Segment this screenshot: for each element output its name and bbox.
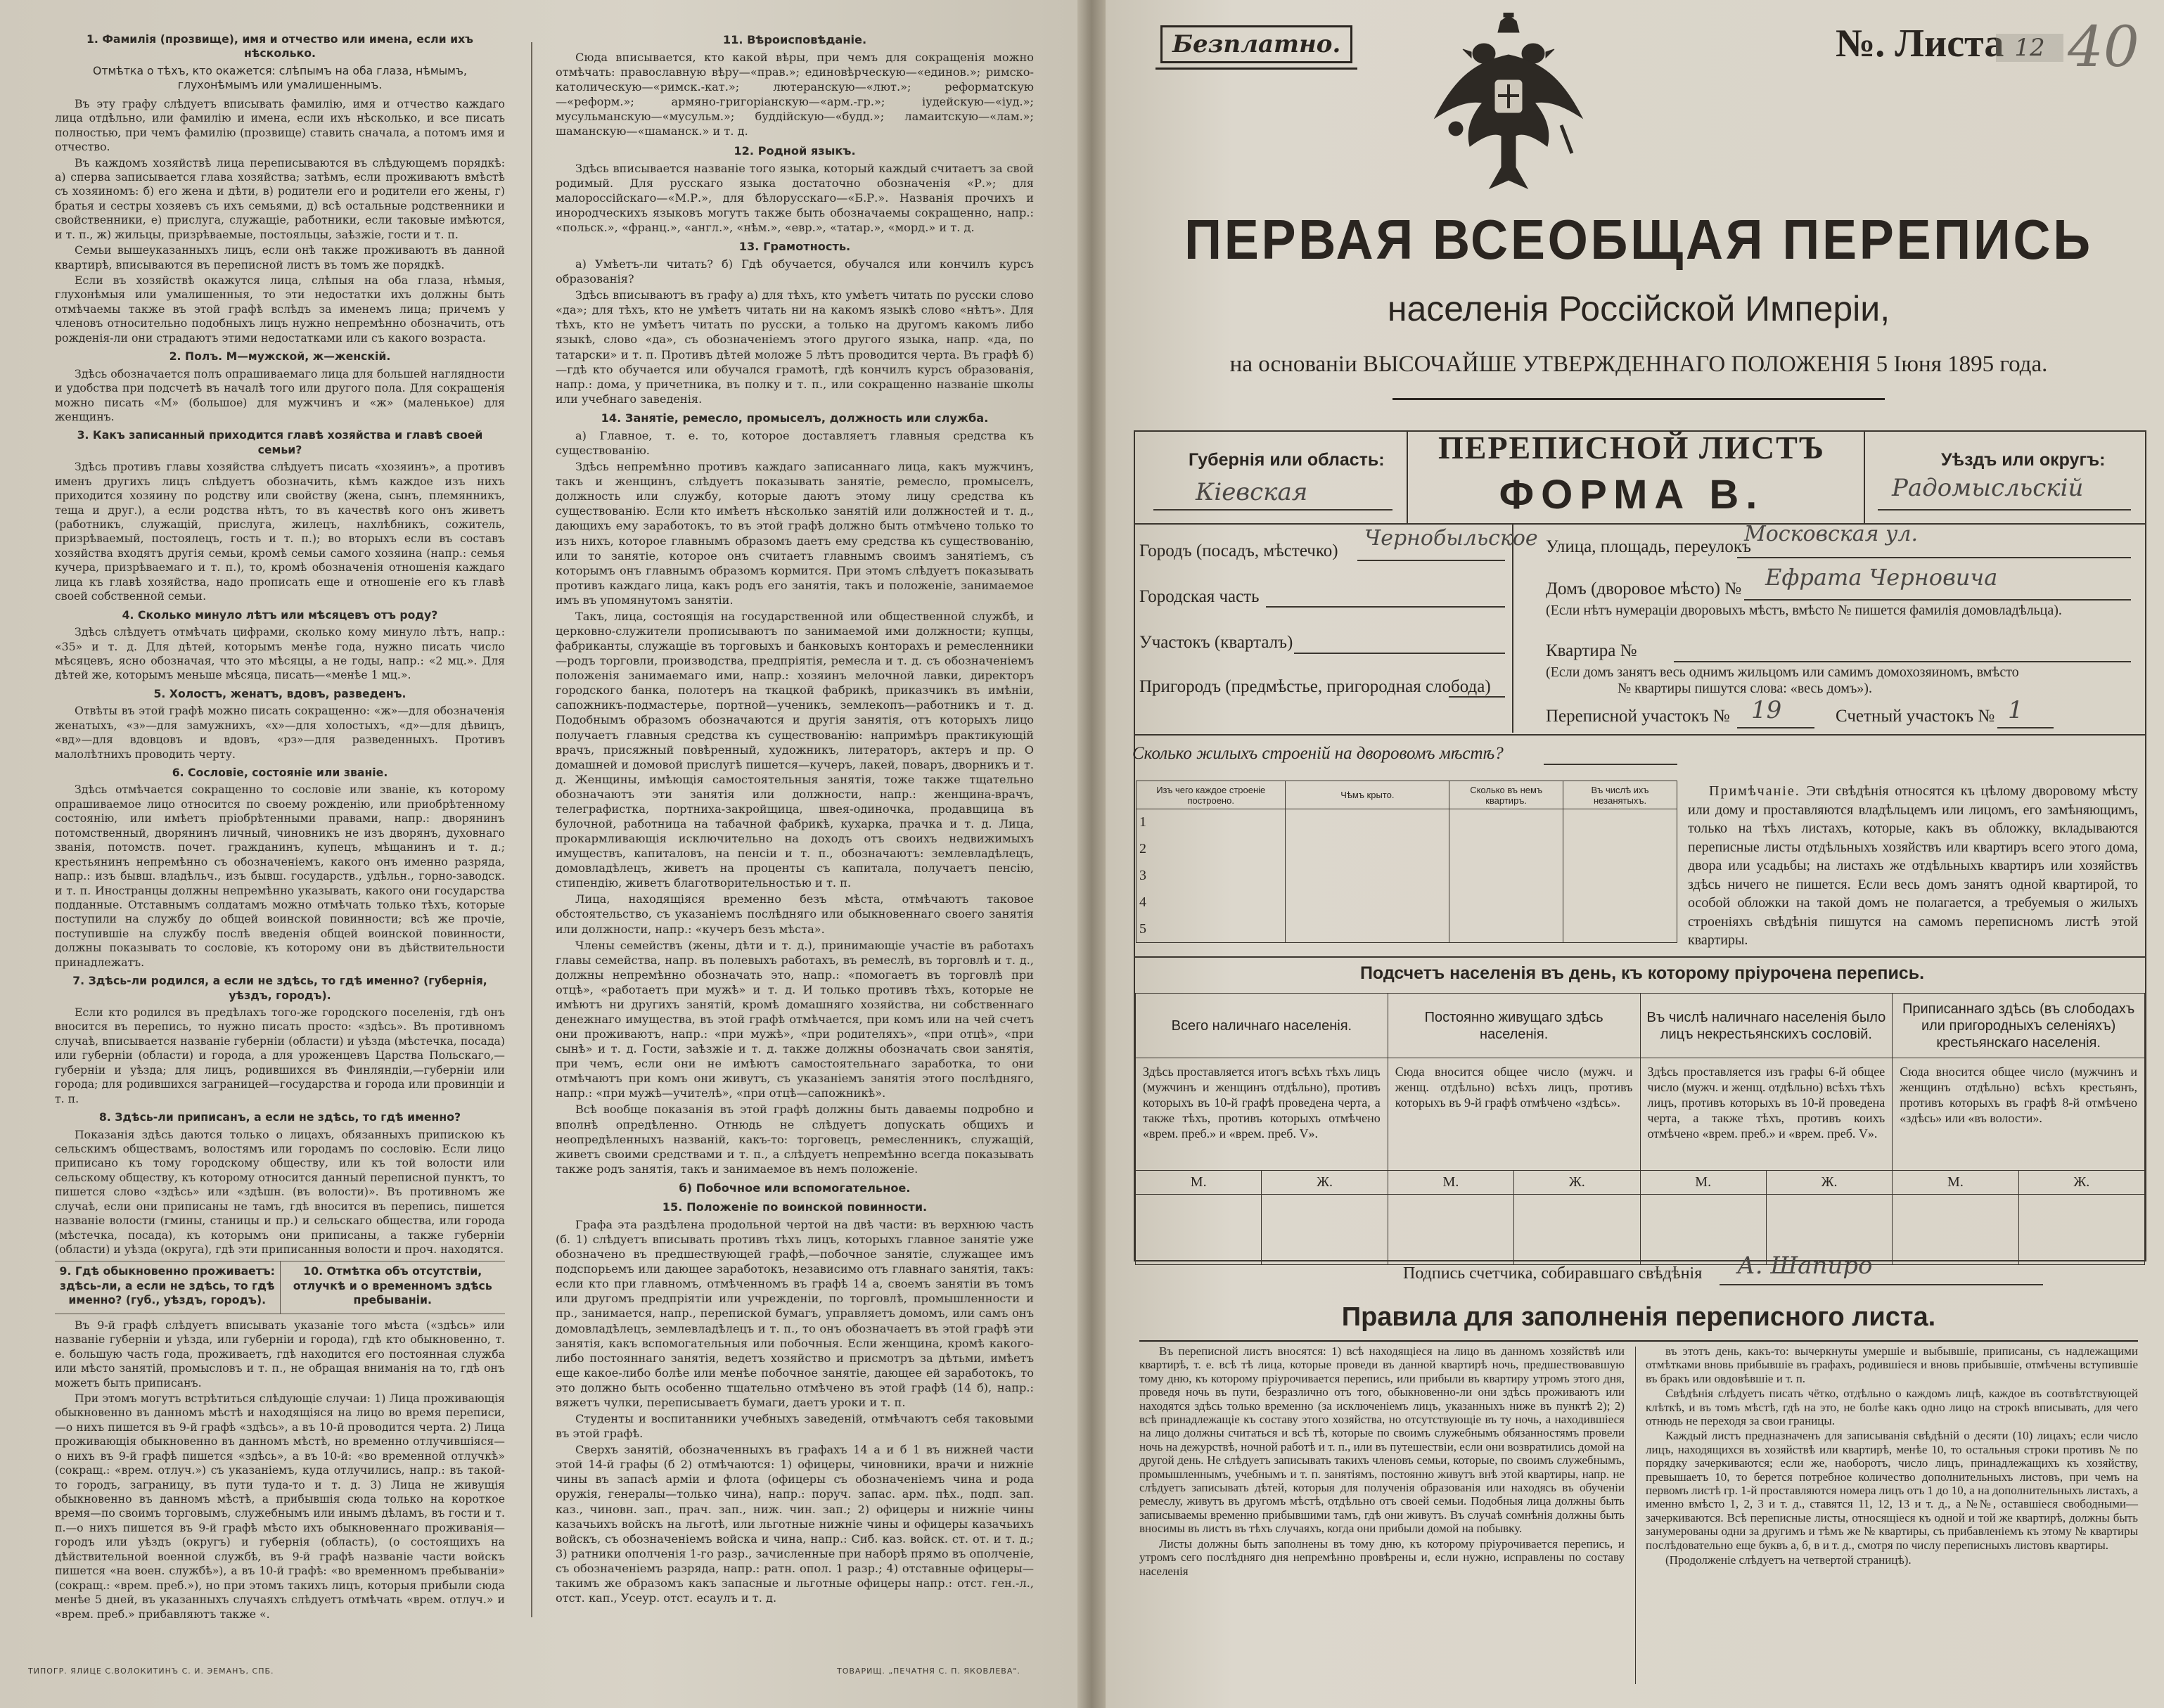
precinct-label: Участокъ (кварталъ) — [1139, 633, 1293, 652]
paragraph: Отвѣты въ этой графѣ можно писать сокращенно: «ж»—для обозначенія женатыхъ, «з»—для замужнихъ, «х»—для холостыхъ, «д»—для дѣвицъ, «вд»—для вдовцовъ и вдовъ, «рз»—для разведенныхъ. Противъ малолѣтнихъ проводить черту. — [55, 704, 505, 761]
printer-imprint-right: ТОВАРИЩ. „ПЕЧАТНЯ С. П. ЯКОВЛЕВА". — [837, 1667, 1020, 1676]
table-row — [1137, 836, 1677, 863]
buildings-question: Сколько жилыхъ строеній на дворовомъ мѣстѣ? — [1132, 744, 1504, 763]
district-label: Уѣздъ или округъ: — [1941, 450, 2106, 470]
town-value: Чернобыльское — [1364, 526, 1538, 551]
paragraph: Семьи вышеуказанныхъ лицъ, если онѣ также проживаютъ въ данной квартирѣ, вписываются въ переписной листъ въ томъ же порядкѣ. — [55, 243, 505, 271]
paragraph: Здѣсь отмѣчается сокращенно то сословіе или званіе, къ которому опрашиваемое лицо относится по своему рожденію, или приобрѣтенному состоянію, или имѣетъ пріобрѣтенными правами, напр.: дворянинъ потомственный, дворянинъ личный, чиновникъ не изъ дворянъ, духовнаго званія, потомств. почет. гражданинъ, купецъ, мѣщанинъ и т. д.; крестьянинъ непремѣнно съ обозначеніемъ, какого онъ именно разряда, напр.: изъ бывш. владѣльч., изъ бывш. государств., удѣльн., горно-заводск. и т. п. Иностранцы должны непремѣнно указывать, какого они государства подданные. Отставнымъ солдатамъ можно отмѣчать только тѣхъ, которые поступили на службу до общей воинской повинности; всѣ же прочіе, поступившіе на службу послѣ введенія общей воинской повинности, должны показывать то сословіе, къ которому они въ дѣйствительности принадлежатъ. — [55, 783, 505, 969]
street-value: Московская ул. — [1744, 522, 1919, 546]
title-rule — [1392, 398, 1885, 400]
yard-note — [1688, 782, 2138, 950]
enumerator-signature-label: Подпись счетчика, собиравшаго свѣдѣнія — [1403, 1264, 1703, 1283]
count-col-peasant: Приписаннаго здѣсь (въ слободахъ или пригородныхъ селеніяхъ) крестьянскаго населенія. — [1893, 994, 2145, 1058]
province-line — [1153, 509, 1392, 511]
count-col-present: Всего наличнаго населенія. — [1136, 994, 1388, 1058]
sheet-number-label: №. Листа — [1836, 22, 2004, 65]
apartment-label: Квартира № — [1546, 641, 1637, 660]
section-heading: 4. Сколько минуло лѣтъ или мѣсяцевъ отъ роду? — [122, 608, 438, 622]
count-district-line — [1997, 727, 2054, 728]
section-heading: 2. Полъ. М—мужской, ж—женскій. — [169, 349, 391, 364]
census-title: ПЕРВАЯ ВСЕОБЩАЯ ПЕРЕПИСЬ — [1184, 208, 2093, 271]
paragraph: Сверхъ занятій, обозначенныхъ въ графахъ 14 а и б 1 въ нижней части этой 14-й графы (б 2) отмѣчаются: 1) офицеры, чиновники, врачи и нижніе чины въ запасѣ арміи и флота (офицеры съ обозначеніемъ чина и рода оружія, генералы—только чина), напр.: поруч. запас. арм. пѣх., подп. зап. каз., чиновн. зап., прач. зап., ниж. чин. зап.; 2) офицеры и нижніе чины казачьихъ войскъ на льготѣ, или льготные нижніе чины и офицеры казачьихъ войскъ, съ обозначеніемъ войска и чина, напр.: Сиб. каз. войск. ст. от. и т. д.; 3) ратники ополченія 1-го разр., зачисленные при наборѣ прямо въ ополченіе, съ обозначеніемъ разряда, напр.: ратн. опол. 1 разр.; 4) отставные офицеры—такимъ же образомъ какъ запасные и льготные офицеры напр.: отст. ген.-л., отст. кап., Усеур. отст. есаулъ и т. д. — [556, 1443, 1034, 1605]
paragraph: Показанія здѣсь даются только о лицахъ, обязанныхъ припискою къ сельскимъ обществамъ, волостямъ или городамъ по сословію. Если лицо приписано къ тому городскому обществу, или къ той волости или сельскому обществу, къ которому относится данный переписной пунктъ, то пишется слово «здѣсь» или «здѣшн. (въ волости)». Въ противномъ же случаѣ, если они приписаны не тамъ, гдѣ вносится въ перепись, пишется названіе волости (гмины, станицы и пр.) и сельскаго общества, или города (мѣстечка, посада), къ которымъ они приписаны, а также губерніи (области) и уѣзда (округа), гдѣ эти приписанныя волости и проч. находятся. — [55, 1127, 505, 1256]
paragraph: Если въ хозяйствѣ окажутся лица, слѣпыя на оба глаза, нѣмыя, глухонѣмыя или умалишенныя, то эти недостатки ихъ должны быть отмѣчаемы также въ этой графѣ вслѣдъ за именемъ лица; причемъ у членовъ относительно подобныхъ лицъ нужно непремѣнно обозначить, отъ рожденія-ли они страдаютъ этими недостатками или съ какого возраста. — [55, 274, 505, 345]
paragraph: Такъ, лица, состоящія на государственной или общественной службѣ, и церковно-служители прописываютъ по занимаемой ими должности; купцы, фабриканты, служащіе въ торговыхъ и банковыхъ конторахъ и ремесленники—родъ торговли, производства, предпріятія, ремесла и т. д. съ обозначеніемъ положенія занимаемаго ими, напр.: хозяинъ мелочной лавки, директоръ городского банка, полотеръ на ткацкой фабрикѣ, приказчикъ въ имѣніи, сапожникъ-подмастерье, портной—ученикъ, землекопъ—работникъ и т. д. Подобнымъ образомъ обозначаются и другія занятія, отъ которыхъ лицо получаетъ главныя средства къ существованію: напримѣръ практикующій врачъ, присяжный повѣренный, художникъ, литераторъ, актеръ и пр. О домашней и домовой прислугѣ пишется—кучеръ, лакей, поваръ, дворникъ и т. д. Женщины, имѣющія самостоятельныя занятія, тоже также тщательно обозначаютъ эти занятія или должности, напр.: женщина-врачъ, телеграфистка, портниха-закройщица, швея-одиночка, продавщица въ булочной, работница на табачной фабрикѣ, кухарка, прачка и т. д. Лица, прокармливающія исключительно на доходъ отъ своихъ недвижимыхъ имуществъ, капиталовъ, на пенсіи и т. п., обозначаютъ: землевладѣлецъ, домовладѣлецъ, живетъ на проценты съ капитала, получаетъ пенсію, стипендію, живетъ благотворительностью и т. п. — [556, 609, 1034, 890]
town-part-line — [1266, 606, 1505, 608]
row-number: 3 — [1137, 863, 1286, 890]
paragraph: Графа эта раздѣлена продольной чертой на двѣ части: въ верхнюю часть (б. 1) слѣдуетъ вписывать противъ тѣхъ лицъ, которыхъ главное занятіе уже обозначено въ предшествующей графѣ,—побочное занятіе, служащее имъ подспорьемъ или дающее заработокъ, независимо отъ главнаго занятія, такъ: если кто при главномъ, отмѣченномъ въ графѣ 14 а, своемъ занятіи въ томъ или другомъ предпріятіи или учрежденіи, по торговлѣ, промышленности и пр., занимается, напр., перепиской бумагъ, управляетъ домомъ, или самъ онъ домовладѣлецъ, землевладѣлецъ и т. п., то онъ обозначаетъ въ этой графѣ эти занятія, какъ вспомогательныя или побочныя. Если женщина, кромѣ какого-либо постояннаго занятія, ведетъ хозяйство и присмотръ за дѣтьми, имѣетъ еще какое-либо болѣе или менѣе побочное занятіе, дающее ей заработокъ, то это должно быть особенно тщательно отмѣчено въ этой графѣ (14 б), напр.: вяжетъ чулки, переписываетъ бумаги, даетъ уроки и т. п. — [556, 1218, 1034, 1409]
legal-basis: на основаніи ВЫСОЧАЙШЕ УТВЕРЖДЕННАГО ПОЛОЖЕНІЯ 5 Іюня 1895 года. — [1229, 352, 2048, 377]
suburb-line — [1449, 696, 1505, 698]
double-headed-eagle-emblem-icon — [1428, 13, 1589, 203]
district-value: Радомысльскій — [1892, 474, 2084, 502]
table-row — [1137, 916, 1677, 943]
female-header: Ж. — [1766, 1171, 1892, 1195]
section-heading: 10. Отмѣтка объ отсутствіи, отлучкѣ и о временномъ здѣсь пребываніи. — [293, 1264, 492, 1307]
rules-divider — [1635, 1347, 1636, 1684]
count-district-value: 1 — [2008, 696, 2023, 724]
population-count-table — [1135, 993, 2145, 1265]
paragraph: Сюда вписывается, кто какой вѣры, при чемъ для сокращенія можно отмѣчать: православную вѣру—«прав.»; единовѣрческую—«единов.»; римско-католическую—«римск.-кат.»; лютеранскую—«лют.»; реформатскую—«реформ.»; армяно-григоріанскую—«арм.-гр.»; іудейскую—«іуд.»; мусульманскую—«мусульм.»; буддійскую—«будд.»; ламаитскую—«лам.»; шаманскую—«шаманск.» и т. д. — [556, 51, 1034, 139]
row-number: 1 — [1137, 809, 1286, 836]
rules-column-2 — [1646, 1344, 2138, 1569]
archival-page-number: 40 — [2068, 14, 2139, 79]
yard-buildings-table — [1136, 781, 1677, 943]
male-header: М. — [1388, 1171, 1513, 1195]
rule-paragraph: Свѣдѣнія слѣдуетъ писать чётко, отдѣльно о каждомъ лицѣ, каждое въ соотвѣтствующей клѣткѣ, и въ томъ мѣстѣ, гдѣ на это, не болѣе какъ одно лицо на строкѣ вписывать, для чего отнюдь не переходя за свои границы. — [1646, 1387, 2138, 1428]
count-desc-present: Здѣсь проставляется итогъ всѣхъ тѣхъ лицъ (мужчинъ и женщинъ отдѣльно), противъ которыхъ въ 10-й графѣ проведена черта, а также тѣхъ, противъ которыхъ отмѣчено «врем. преб.» и «врем. преб. V». — [1136, 1058, 1388, 1171]
paragraph: Члены семействъ (жены, дѣти и т. д.), принимающіе участіе въ работахъ главы семейства, напр. въ полевыхъ работахъ, въ ремеслѣ, въ торговлѣ и т. д., должны непремѣнно обозначать это, напр.: «помогаетъ въ торговлѣ при отцѣ», «работаетъ при мужѣ» и т. д. И только противъ тѣхъ, которые не имѣютъ ни другихъ занятій, кромѣ домашняго хозяйства, ни собственнаго денежнаго имущества, въ этой графѣ отмѣчается, при комъ или на чей счетъ они проживаютъ, напр.: «при мужѣ», «при родителяхъ», «при отцѣ», «при сынѣ» и т. д. Гости, заѣзжіе и т. д. также должны обозначать свои занятія, при чемъ, если они не имѣютъ самостоятельнаго заработка, то они отмѣчаютъ при комъ они живутъ, съ указаніемъ занятія этого послѣдняго, напр.: «при мужѣ—учителѣ», «при отцѣ—сапожникѣ». — [556, 938, 1034, 1100]
yard-col-material: Изъ чего каждое строеніе построено. — [1137, 781, 1286, 809]
sheet-title: ПЕРЕПИСНОЙ ЛИСТЪ — [1438, 430, 1826, 465]
count-desc-peasant: Сюда вносится общее число (мужчинъ и женщинъ отдѣльно) всѣхъ крестьянъ, противъ которыхъ въ графѣ 8-й отмѣчено «здѣсь» или «въ волости». — [1893, 1058, 2145, 1171]
rules-column-1 — [1139, 1344, 1625, 1579]
section-heading: 11. Вѣроисповѣданіе. — [722, 33, 867, 46]
district-line — [1878, 509, 2131, 511]
province-label: Губернія или область: — [1189, 450, 1385, 470]
house-note: (Если нѣтъ нумераціи дворовыхъ мѣстъ, вмѣсто № пишется фамилія домовладѣльца). — [1546, 603, 2062, 618]
residence-absence-table — [55, 1261, 505, 1314]
header-bottom-rule — [1135, 523, 2145, 525]
section-heading: 12. Родной языкъ. — [734, 143, 856, 158]
printer-imprint-left: ТИПОГР. ЯЛИЦЕ С.ВОЛОКИТИНЪ С. И. ЭЕМАНЪ, СПБ. — [28, 1667, 274, 1676]
paragraph: а) Главное, т. е. то, которое доставляетъ главныя средства къ существованію. — [556, 428, 1034, 458]
paragraph: Здѣсь обозначается полъ опрашиваемаго лица для большей наглядности и удобства при подсчетѣ въ началѣ того или другого пола. Для сокращенія можно писать «М» (большое) для мужчинъ и «ж» (маленькое) для женщинъ. — [55, 366, 505, 423]
rule-paragraph: въ этотъ день, какъ-то: вычеркнуты умершіе и выбывшіе, приписаны, съ надлежащими отмѣтками вновь прибывшіе въ графахъ, родившіеся и вновь прибывшіе, отмѣчены вступившіе въ бракъ или овдовѣвшіе и т. п. — [1646, 1344, 2138, 1385]
rules-rule — [1139, 1340, 2138, 1342]
section-heading: 13. Грамотность. — [738, 240, 851, 254]
house-value: Ефрата Черновича — [1765, 564, 1998, 591]
row-number: 4 — [1137, 890, 1286, 916]
section-heading: 3. Какъ записанный приходится главѣ хозяйства и главѣ своей семьи? — [77, 428, 483, 456]
table-row — [1137, 809, 1677, 836]
male-header: М. — [1893, 1171, 2018, 1195]
column-divider — [531, 42, 532, 1617]
town-label: Городъ (посадъ, мѣстечко) — [1139, 541, 1338, 560]
house-label: Домъ (дворовое мѣсто) № — [1546, 579, 1742, 598]
rule-paragraph: (Продолженіе слѣдуетъ на четвертой страницѣ). — [1665, 1553, 1912, 1567]
count-desc-resident: Сюда вносится общее число (мужч. и женщ. отдѣльно) всѣхъ лицъ, противъ которыхъ въ 9-й графѣ отмѣчено «здѣсь». — [1388, 1058, 1640, 1171]
count-title: Подсчетъ населенія въ день, къ которому пріурочена перепись. — [1359, 963, 1925, 983]
census-district-label: Переписной участокъ № — [1546, 707, 1730, 726]
paragraph: Здѣсь непремѣнно противъ каждаго записаннаго лица, какъ мужчинъ, такъ и женщинъ, слѣдуетъ показывать занятіе, ремесло, промыселъ, должность или службу, которые даютъ этому лицу средства къ существованію. Если кто имѣетъ нѣсколько занятій или должностей и т. д., дающихъ ему заработокъ, то въ этой графѣ должно быть отмѣчено только то изъ нихъ, которое главнымъ образомъ даетъ ему средства къ существованію, или то занятіе, которое онъ считаетъ главнымъ своимъ занятіемъ, съ которымъ онъ главнымъ образомъ кормится. При этомъ слѣдуетъ показывать противъ каждаго лица, какъ родъ его занятія, такъ и положеніе, занимаемое имъ въ упомянутомъ занятіи. — [556, 460, 1034, 607]
header-divider-left — [1407, 432, 1408, 523]
house-line — [1744, 599, 2131, 601]
rule-paragraph: Въ переписной листъ вносятся: 1) всѣ находящіеся на лицо въ данномъ хозяйствѣ или квартирѣ, т. е. всѣ тѣ лица, которые проведи въ данной квартирѣ ночь, предшествовавшую тому дню, къ которому пріурочивается перепись, или прибыли въ квартиру утромъ этого дня, проведя ночь въ пути, безразлично отъ того, обыкновенно-ли они здѣсь проживаютъ или находятся здѣсь только временно (за исключеніемъ лицъ, указанныхъ ниже въ пунктѣ 2); 2) всѣ принадлежащіе къ составу этого хозяйства, но отсутствующіе въ ту ночь, а находившіеся на лицо должны считаться и всѣ тѣ, которые по своимъ служебнымъ обязанностямъ провели ночь на дежурствѣ, ночной работѣ и т. п., или въ путешествіи, если они возвратились домой на другой день. Не слѣдуетъ записывать такихъ членовъ семьи, которые, по своимъ служебнымъ, промышленнымъ, учебнымъ и т. п. занятіямъ, постоянно живутъ внѣ этой квартиры, напр. не слѣдуетъ записывать дѣтей, которыя для полученія образованія или находясь въ обученіи ремеслу, живутъ въ другомъ мѣстѣ, отдѣльно отъ своей семьи. Подобныя лица должны быть записываемы временно прибывшими тамъ, гдѣ они живутъ. Въ случаѣ сомнѣнія должны быть вносимы въ листъ въ тѣхъ случаяхъ, когда они прибыли домой на побывку. — [1139, 1344, 1625, 1536]
rule-paragraph: Листы должны быть заполнены въ тому дню, къ которому пріурочивается перепись, и утромъ сего послѣдняго дня непремѣнно провѣрены и, если нужно, исправлены по составу населенія — [1139, 1536, 1625, 1578]
paragraph: Здѣсь противъ главы хозяйства слѣдуетъ писать «хозяинъ», а противъ именъ другихъ лицъ слѣдуетъ обозначить, кѣмъ каждое изъ нихъ приходится хозяину по родству или свойству (жена, сынъ, племянникъ, теща и друг.), а если родства нѣтъ, то въ качествѣ кого онъ живетъ (работникъ, служащій, прислуга, жилецъ, нахлѣбникъ, сожитель, призрѣваемый, постоялецъ, гость и т. п.); во вторыхъ если въ составъ хозяйства входятъ другія семьи, кромѣ семьи самого хозяина (напр.: семья кучера, призрѣваемаго и т. п.), то, кромѣ обозначенія отношенія каждаго лица къ главѣ хозяйства, надо прописать еще и отношеніе его къ главѣ своей собственной семьи. — [55, 460, 505, 603]
paragraph: Въ эту графу слѣдуетъ вписывать фамилію, имя и отчество каждаго лица отдѣльно, или фамилію и имена, если ихъ нѣсколько, и все писать полностью, при чемъ фамилію (прозвище) ставить сначала, а потомъ имя и отчество. — [55, 96, 505, 154]
table-row — [1137, 863, 1677, 890]
instructions-column-1 — [55, 28, 505, 1623]
yard-col-roof: Чѣмъ крыто. — [1286, 781, 1449, 809]
census-subtitle: населенія Россійской Имперіи, — [1387, 289, 1890, 328]
paragraph: Въ 9-й графѣ слѣдуетъ вписывать указаніе того мѣста («здѣсь» или названіе губерніи и уѣзда, или губерніи и города), гдѣ кто обыкновенно, т. е. большую часть года, проживаетъ, гдѣ находится его постоянная служба или мѣсто занятій, промысловъ и т. п., не обращая вниманія на то, гдѣ онъ можетъ быть приписанъ. — [55, 1318, 505, 1389]
paragraph: а) Умѣетъ-ли читать? б) Гдѣ обучается, обучался или кончилъ курсъ образованія? — [556, 257, 1034, 286]
precinct-line — [1294, 653, 1505, 654]
rule-paragraph: Каждый листъ предназначенъ для записыванія свѣдѣній о десяти (10) лицахъ; если число лицъ, находящихся въ хозяйствѣ или квартирѣ, менѣе 10, то остальныя строки противъ № по порядку зачеркиваются; если же, наоборотъ, число лицъ, принадлежащихъ къ хозяйству, превышаетъ 10, то берется потребное количество дополнительныхъ листовъ, при чемъ на первомъ листѣ гр. 1-й проставляются номера лицъ отъ 1 до 10, а на дополнительныхъ листахъ, а именно вмѣсто 1, 2, 3 и т. д., ставятся 11, 12, 13 и т. д., а №№, оставшіеся свободными—зачеркиваются. Всѣ переписные листы, относящіеся къ одной и той же квартирѣ, должны быть занумерованы одни за другимъ и тѣмъ же № квартиры, съ прибавленіемъ къ этому № квартиры послѣдовательно еще буквъ а, б, в и т. д., смотря по числу переписныхъ листовъ квартиры. — [1646, 1429, 2138, 1552]
paragraph: Здѣсь слѣдуетъ отмѣчать цифрами, сколько кому минуло лѣтъ, напр.: «35» и т. д. Для дѣтей, которымъ менѣе года, нужно писать число мѣсяцевъ, ясно обозначая, что это мѣсяцы, а не годы, напр.: «2 мц.». Для дѣтей же, которымъ меньше мѣсяца, писать—«менѣе 1 мц.». — [55, 625, 505, 682]
census-district-value: 19 — [1751, 696, 1782, 724]
section-heading: 15. Положеніе по воинской повинности. — [662, 1200, 928, 1214]
row-number: 5 — [1137, 916, 1286, 943]
paragraph: Если кто родился въ предѣлахъ того-же городского поселенія, гдѣ онъ вносится въ перепись, то нужно писать просто: «здѣсь». Въ противномъ случаѣ, вписывается названіе губерніи (области) и уѣзда (мѣстечка, посада) или губерніи (области) и города, а для уроженцевъ Царства Польскаго,—губерніи и уѣзда; для лицъ, родившихся въ Финляндіи,—губерніи или города; для родившихся заграницей—государства и города или провинціи и т. п. — [55, 1006, 505, 1105]
male-header: М. — [1136, 1171, 1262, 1195]
table-row — [1137, 890, 1677, 916]
section-heading: б) Побочное или вспомогательное. — [679, 1181, 911, 1195]
header-divider-right — [1864, 432, 1865, 523]
female-header: Ж. — [1514, 1171, 1640, 1195]
section-heading: 14. Занятіе, ремесло, промыселъ, должность или служба. — [601, 411, 989, 425]
paragraph: Студенты и воспитанники учебныхъ заведеній, отмѣчаютъ себя таковыми въ этой графѣ. — [556, 1412, 1034, 1441]
paragraph: Всѣ вообще показанія въ этой графѣ должны быть даваемы подробно и вполнѣ опредѣленно. Отнюдь не слѣдуетъ допускать общихъ и неопредѣленныхъ названій, какъ-то: торговецъ, ремесленникъ, служащій, живетъ своими средствами и т. п., а слѣдуетъ непремѣнно всегда показывать также родъ занятія, такъ и занимаемое въ немъ положеніе. — [556, 1103, 1034, 1176]
section-heading: 1. Фамилія (прозвище), имя и отчество или имена, если ихъ нѣсколько. — [87, 32, 473, 60]
paragraph: Здѣсь вписываютъ въ графу а) для тѣхъ, кто умѣетъ читать по русски слово «да»; для тѣхъ, кто не умѣетъ читать ни на какомъ языкѣ слово «нѣтъ». Для тѣхъ, кто не умѣетъ читать по русски, а только на другомъ какомъ либо языкѣ, слово «да», съ обозначеніемъ этого другого языка, напр. «да, по татарски» и т. п. Противъ дѣтей моложе 5 лѣтъ проводится черта. Въ графѣ б)—гдѣ кто обучается или обучался грамотѣ, гдѣ кончилъ курсъ образованія, напр.: дома, у причетника, въ полку и т. п., или сокращенно названіе школы или учебнаго заведенія. — [556, 288, 1034, 406]
form-name: ФОРМА В. — [1499, 472, 1765, 518]
binding-gutter — [1077, 0, 1106, 1708]
yard-col-apartments: Сколько въ немъ квартиръ. — [1449, 781, 1563, 809]
section-heading: 7. Здѣсь-ли родился, а если не здѣсь, то гдѣ именно? (губернія, уѣздъ, городъ). — [72, 974, 487, 1002]
female-header: Ж. — [1262, 1171, 1388, 1195]
signature-line — [1720, 1284, 2043, 1285]
street-line — [1737, 557, 2131, 558]
count-desc-non-peasant: Здѣсь проставляется изъ графы 6-й общее число (мужч. и женщ. отдѣльно) всѣхъ тѣхъ лицъ, противъ которыхъ въ 10-й проведена черта, а также тѣхъ, противъ коихъ отмѣчено «врем. преб.» и «врем. преб. V». — [1640, 1058, 1893, 1171]
address-divider — [1512, 525, 1513, 733]
province-value: Кіевская — [1196, 478, 1308, 506]
rules-title: Правила для заполненія переписного листа. — [1341, 1302, 1936, 1332]
section-heading: 9. Гдѣ обыкновенно проживаетъ: здѣсь-ли, а если не здѣсь, то гдѣ именно? (губ., уѣздъ, городъ). — [59, 1264, 275, 1307]
count-col-resident: Постоянно живущаго здѣсь населенія. — [1388, 994, 1640, 1058]
address-bottom-rule — [1135, 734, 2145, 736]
apartment-note-1: (Если домъ занятъ весь однимъ жильцомъ или самимъ домохозяиномъ, вмѣсто — [1546, 664, 2019, 680]
suburb-label: Пригородъ (предмѣстье, пригородная слобода) — [1139, 677, 1491, 696]
left-page-instructions — [0, 0, 1077, 1708]
count-top-rule — [1135, 956, 2145, 958]
free-of-charge-label: Безплатно. — [1160, 25, 1352, 63]
section-heading: 6. Сословіе, состояніе или званіе. — [172, 766, 388, 779]
male-header: М. — [1640, 1171, 1766, 1195]
buildings-line — [1544, 764, 1677, 765]
yard-col-vacant: Въ числѣ ихъ незанятыхъ. — [1563, 781, 1677, 809]
section-subheading: Отмѣтка о тѣхъ, кто окажется: слѣпымъ на оба глаза, нѣмымъ, глухонѣмымъ или умалишеннымъ. — [92, 63, 468, 92]
instructions-column-2 — [556, 28, 1034, 1607]
street-label: Улица, площадь, переулокъ — [1546, 537, 1751, 556]
enumerator-signature: А. Шапиро — [1737, 1252, 1873, 1280]
apartment-line — [1674, 661, 2131, 662]
count-district-label: Счетный участокъ № — [1836, 707, 1995, 726]
female-header: Ж. — [2018, 1171, 2144, 1195]
paragraph: Въ каждомъ хозяйствѣ лица переписываются въ слѣдующемъ порядкѣ: а) сперва записывается глава хозяйства; затѣмъ, если проживаютъ вмѣстѣ съ хозяиномъ: б) его жена и дѣти, в) родители его и родители его жены, г) братья и сестры хозяевъ съ ихъ семьями, д) всѣ остальные родственники и свойственники, е) прислуга, служащіе, работники, если таковые имѣются, и т. п., ж) жильцы, призрѣваемые, постояльцы, заѣзжіе, гости и т. п. — [55, 155, 505, 241]
paragraph: Лица, находящіяся временно безъ мѣста, отмѣчаютъ таковое обстоятельство, съ указаніемъ послѣдняго или обыкновеннаго своего занятія или должности, напр.: «кучеръ безъ мѣста». — [556, 892, 1034, 936]
row-number: 2 — [1137, 836, 1286, 863]
paragraph: При этомъ могутъ встрѣтиться слѣдующіе случаи: 1) Лица проживающія обыкновенно въ данномъ мѣстѣ и находящіяся на лицо во время переписи,—о нихъ пишется въ 9-й графѣ «здѣсь», а въ 10-й проводится черта. 2) Лица проживающія обыкновенно въ данномъ мѣстѣ, но временно отлучившіяся—о нихъ въ 9-й графѣ пишется «здѣсь», а въ 10-й: «во временной отлучкѣ» (сокращ.: «врем. отлуч.») съ указаніемъ, куда отлучились, напр.: въ такой-то городъ, заграницу, въ пути туда-то и т. д. 3) Лица не живущія обыкновенно въ данномъ мѣстѣ, а прибывшія сюда только на короткое время—по своимъ торговымъ, служебнымъ или инымъ дѣламъ, въ гости и т. п.—о нихъ пишется въ 9-й графѣ мѣсто ихъ обыкновеннаго проживанія—городъ или уѣздъ (округъ) и губернія (область), (о состоящихъ на дѣйствительной военной службѣ, въ 9-й графѣ названіе части войскъ пишется «на воен. службѣ»), а въ 10-й графѣ: «во временномъ пребываніи» (сокращ.: «врем. преб.»), но при этомъ такихъ лицъ, которыя прибыли сюда менѣе 5 дней, въ указанныхъ случаяхъ слѣдуетъ отмѣчать «врем. отлуч.» и «врем. преб.» прибавляютъ также «. — [55, 1391, 505, 1621]
count-col-non-peasant: Въ числѣ наличнаго населенія было лицъ некрестьянскихъ сословій. — [1640, 994, 1893, 1058]
sheet-number-value: 12 — [1996, 34, 2063, 62]
town-line — [1357, 560, 1505, 561]
town-part-label: Городская часть — [1139, 587, 1260, 606]
paragraph: Здѣсь вписывается названіе того языка, который каждый считаетъ за свой родимый. Для русскаго языка достаточно обозначенія «Р.»; для малороссійскаго—«М.Р.», для бѣлорусскаго—«Б.Р.». Названія прочихъ и инородческихъ языковъ могутъ также быть обозначаемы сокращенно, напр.: «польск.», «франц.», «англ.», «нѣм.», «евр.», «татар.», «морд.» и т. д. — [556, 161, 1034, 234]
census-district-line — [1737, 727, 1814, 728]
section-heading: 5. Холостъ, женатъ, вдовъ, разведенъ. — [153, 686, 406, 700]
apartment-note-2: № квартиры пишутся слова: «весь домъ»). — [1618, 681, 1872, 696]
note-label: Примѣчаніе. — [1709, 783, 1800, 799]
section-heading: 8. Здѣсь-ли приписанъ, а если не здѣсь, то гдѣ именно? — [98, 1110, 461, 1124]
note-text: Эти свѣдѣнія относятся къ цѣлому дворовому мѣсту или дому и проставляются владѣльцемъ или лицомъ, его замѣняющимъ, только на тѣхъ листахъ, которые, какъ въ обложку, вкладываются переписные листы отдѣльныхъ хозяйствъ или квартиръ всего этого дома, двора или усадьбы; на листахъ же отдѣльныхъ квартиръ или хозяйствъ здѣсь ничего не пишется. Если весь домъ занятъ одной квартирой, то особой обложки на такой домъ не полагается, а требуемыя о жилыхъ строеніяхъ свѣдѣнія пишутся на самомъ переписномъ листѣ этой квартиры. — [1688, 783, 2138, 948]
